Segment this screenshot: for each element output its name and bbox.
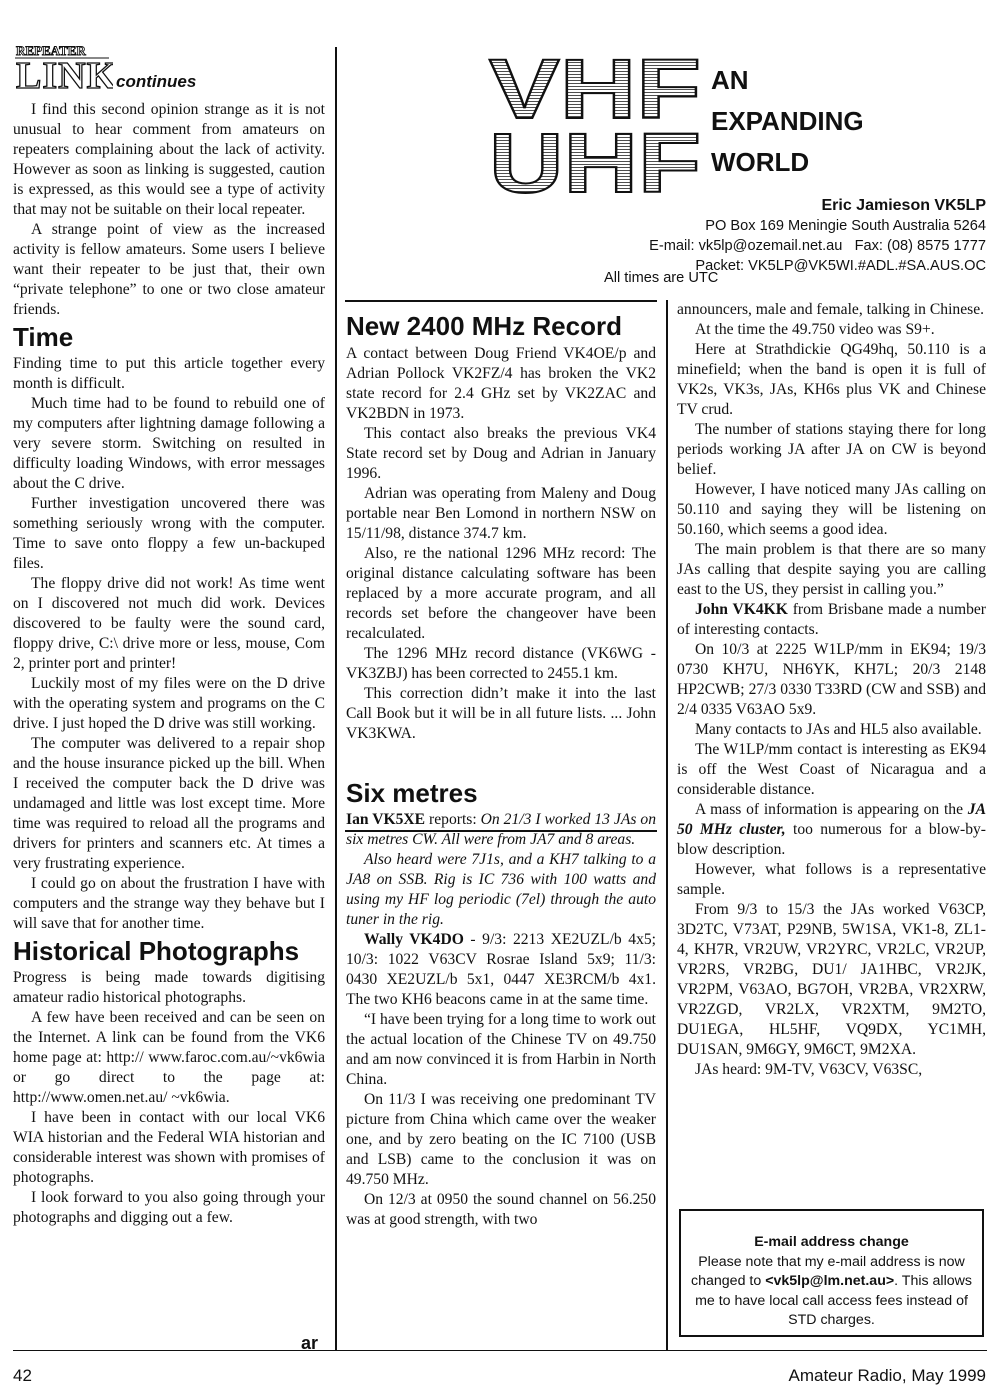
paragraph: I look forward to you also going through your photographs and digging out a few. [13, 1189, 325, 1226]
paragraph [677, 800, 986, 860]
text-span: from Brisbane made a number of interesting contacts. [677, 601, 986, 638]
logo-vhf-text: VHF [489, 46, 701, 136]
author-name: Eric Jamieson VK5LP [821, 197, 986, 214]
text-span: Please note that my e-mail address is now changed to [691, 1253, 965, 1289]
headline-line: WORLD [711, 147, 810, 177]
column-rule-right [666, 300, 668, 1350]
column-rule-left [335, 47, 337, 1350]
paragraph: This contact also breaks the previous VK4 State record set by Doug and Adrian in January 1996. [346, 425, 656, 482]
utc-note: All times are UTC [604, 270, 719, 286]
footer-rule [13, 1350, 987, 1351]
paragraph [346, 930, 656, 1010]
paragraph: The main problem is that there are so many JAs calling that despite saying you are calling east to the US, they persist in calling you.” [677, 541, 986, 598]
headline-line: EXPANDING [711, 106, 864, 136]
article-end-mark: ar [301, 1333, 319, 1353]
paragraph: Progress is being made towards digitising amateur radio historical photographs. [13, 969, 325, 1006]
continues-label: continues [116, 72, 197, 91]
paragraph: Finding time to put this article together every month is difficult. [13, 355, 325, 392]
text-span: A mass of information is appearing on the [695, 801, 968, 818]
paragraph [677, 600, 986, 640]
new-email-address: <vk5lp@lm.net.au> [765, 1273, 895, 1289]
paragraph: The 1296 MHz record distance (VK6WG - VK3ZBJ) has been corrected to 2455.1 km. [346, 645, 656, 682]
author-email-fax: E-mail: vk5lp@ozemail.net.au Fax: (08) 8575 1777 [649, 238, 986, 254]
author-block [649, 196, 986, 276]
email-change-notice [679, 1209, 984, 1337]
paragraph: Here at Strathdickie QG49hq, 50.110 is a minefield; when the band is open it is full of VK2s, VK3s, JAs, KH6s plus VK and Chinese TV crud. [677, 341, 986, 418]
paragraph: I have been in contact with our local VK6 WIA historian and the Federal WIA historian and considerable interest was shown with promises of photographs. [13, 1109, 325, 1186]
time-heading: Time [13, 322, 74, 352]
paragraph: On 11/3 I was receiving one predominant TV picture from China which came over the weaker one, and by zero beating on the IC 7100 (USB and LSB) came to the conclusion it was on 49.750 MHz. [346, 1091, 656, 1188]
callsign-name: John VK4KK [695, 601, 788, 618]
column-left [13, 100, 325, 1228]
paragraph: I find this second opinion strange as it is not unusual to hear comment from amateurs on repeaters complaining about the lack of activity. However as soon as linking is suggested, caution is expressed, as this would see a type of activity that may not be suitable on their local repeater. [13, 101, 325, 218]
logo-text-top: REPEATER [16, 43, 86, 58]
notice-body [683, 1253, 980, 1331]
paragraph [346, 810, 656, 850]
paragraph: Also heard were 7J1s, and a KH7 talking to a JA8 on SSB. Rig is IC 736 with 100 watts and using my HF log periodic (7el) through the auto tuner in the rig. [346, 851, 656, 928]
paragraph: A contact between Doug Friend VK4OE/p and Adrian Pollock VK2FZ/4 has broken the VK2 state record for 2.4 GHz set by VK2ZAC and VK2BDN in 1973. [346, 345, 656, 422]
logo-uhf-text: UHF [489, 116, 701, 196]
vhf-uhf-logo [487, 46, 705, 196]
author-address: PO Box 169 Meningie South Australia 5264 [705, 218, 986, 234]
paragraph: A strange point of view as the increased activity is fellow amateurs. Some users I believe want their repeater to be just that, their own “private telephone” to one or two close amateur friends. [13, 221, 325, 318]
repeater-link-logo [13, 43, 113, 91]
paragraph: However, I have noticed many JAs calling on 50.110 and saying they will be listening on 50.160, which seems a good idea. [677, 481, 986, 538]
logo-text-main: LINK [16, 55, 113, 91]
record-heading: New 2400 MHz Record [346, 311, 622, 341]
text-span: - 9/3: 2213 XE2UZL/b 4x5; 10/3: 1022 V63CV Rosrae Island 5x9; 11/3: 0430 XE2UZL/b 5x1, 0447 XE3RCM/b 4x1. The two KH6 beacons came in at the same time. [346, 931, 656, 1008]
page-number: 42 [13, 1366, 32, 1385]
paragraph: The number of stations staying there for long periods working JA after JA on CW is beyond belief. [677, 421, 986, 478]
text-span: . This allows me to have local call access fees instead of STD charges. [695, 1273, 972, 1328]
paragraph: Also, re the national 1296 MHz record: The original distance calculating software has been replaced by a more accurate program, and all records set before the changeover have been recalculated. [346, 545, 656, 642]
publication-title: Amateur Radio, May 1999 [788, 1366, 986, 1385]
paragraph: This correction didn’t make it into the last Call Book but it will be in all future lists. ... John VK3KWA. [346, 685, 656, 742]
paragraph: Luckily most of my files were on the D drive with the operating system and programs on the C drive. I just hoped the D drive was still working. [13, 675, 325, 732]
text-span: On 21/3 I worked 13 JAs on six metres CW. All were from JA7 and 8 areas. [346, 811, 656, 848]
callsign-name: Ian VK5XE [346, 811, 426, 828]
paragraph: The floppy drive did not work! As time went on I discovered not much did work. Devices discovered to be faulty were the sound card, floppy drive, C:\ drive more or less, mouse, Com 2, printer port and printer! [13, 575, 325, 672]
paragraph: On 10/3 at 2225 W1LP/mm in EK94; 19/3 0730 KH7U, NH6YK, KH7L; 20/3 2148 HP2CWB; 27/3 0330 T33RD (CW and SSB) and 2/4 0335 V63AO 5x9. [677, 641, 986, 718]
paragraph: I could go on about the frustration I have with computers and the strange way they behave but I will save that for another time. [13, 875, 325, 932]
paragraph: The computer was delivered to a repair shop and the house insurance picked up the bill. When I received the computer back the D drive was undamaged and little was lost except time. More time was required to reload all the programs and drivers for printers and scanners etc. At times a very frustrating experience. [13, 735, 325, 872]
notice-title: E-mail address change [754, 1234, 909, 1250]
headline-line: AN [711, 65, 749, 95]
column-middle [346, 308, 656, 1230]
text-span: too numerous for a blow-by-blow description. [677, 821, 986, 858]
six-metres-heading: Six metres [346, 778, 478, 808]
author-packet: Packet: VK5LP@VK5WI.#ADL.#SA.AUS.OC [695, 258, 986, 274]
paragraph: From 9/3 to 15/3 the JAs worked V63CP, 3D2TC, V73AT, P29NB, 5W1SA, VK1-8, ZL1-4, KH7R, VR2UW, VR2YRC, VR2LC, VR2UP, VR2RS, VR2BG, DU1/ JA1HBC, VR2JK, VR2PM, V63AO, BG7OH, VR2BA, VR2XRW, VR2ZGD, VR2LX, VR2XTM, 9M2TO, DU1EGA, HL5HF, VQ9DX, YC1MH, DU1SAN, 9M6GY, 9M6CT, 9M2XA. [677, 901, 986, 1058]
column-right [677, 300, 986, 1080]
paragraph: The W1LP/mm contact is interesting as EK94 is off the West Coast of Nicaragua and a considerable distance. [677, 741, 986, 798]
paragraph: Much time had to be found to rebuild one of my computers after lightning damage following a very severe storm. Switching on resulted in difficulty loading Windows, with error messages about the C drive. [13, 395, 325, 492]
section-rule-top [345, 300, 657, 302]
callsign-name: Wally VK4DO [364, 931, 464, 948]
historical-photographs-heading: Historical Photographs [13, 936, 300, 966]
paragraph: “I have been trying for a long time to work out the actual location of the Chinese TV on 49.750 and am now convinced it is from Harbin in North China. [346, 1011, 656, 1088]
paragraph: JAs heard: 9M-TV, V63CV, V63SC, [695, 1061, 923, 1078]
paragraph: Adrian was operating from Maleny and Doug portable near Ben Lomond in northern NSW on 15/11/98, distance 374.7 km. [346, 485, 656, 542]
paragraph: At the time the 49.750 video was S9+. [695, 321, 935, 338]
cluster-name: JA 50 MHz cluster, [677, 801, 986, 838]
paragraph: announcers, male and female, talking in Chinese. [677, 301, 985, 318]
paragraph: On 12/3 at 0950 the sound channel on 56.250 was at good strength, with two [346, 1191, 656, 1228]
text-span: reports: [425, 811, 481, 828]
paragraph: Further investigation uncovered there was something seriously wrong with the computer. Time to save onto floppy a few un-backuped files. [13, 495, 325, 572]
headline [711, 60, 864, 183]
paragraph: However, what follows is a representative sample. [677, 861, 986, 898]
paragraph: Many contacts to JAs and HL5 also available. [695, 721, 982, 738]
paragraph: A few have been received and can be seen on the Internet. A link can be found from the VK6 home page at: http:// www.faroc.com.au/~vk6wia or go direct to the page at: http://www.omen.net.au/ ~vk6wia. [13, 1009, 325, 1106]
